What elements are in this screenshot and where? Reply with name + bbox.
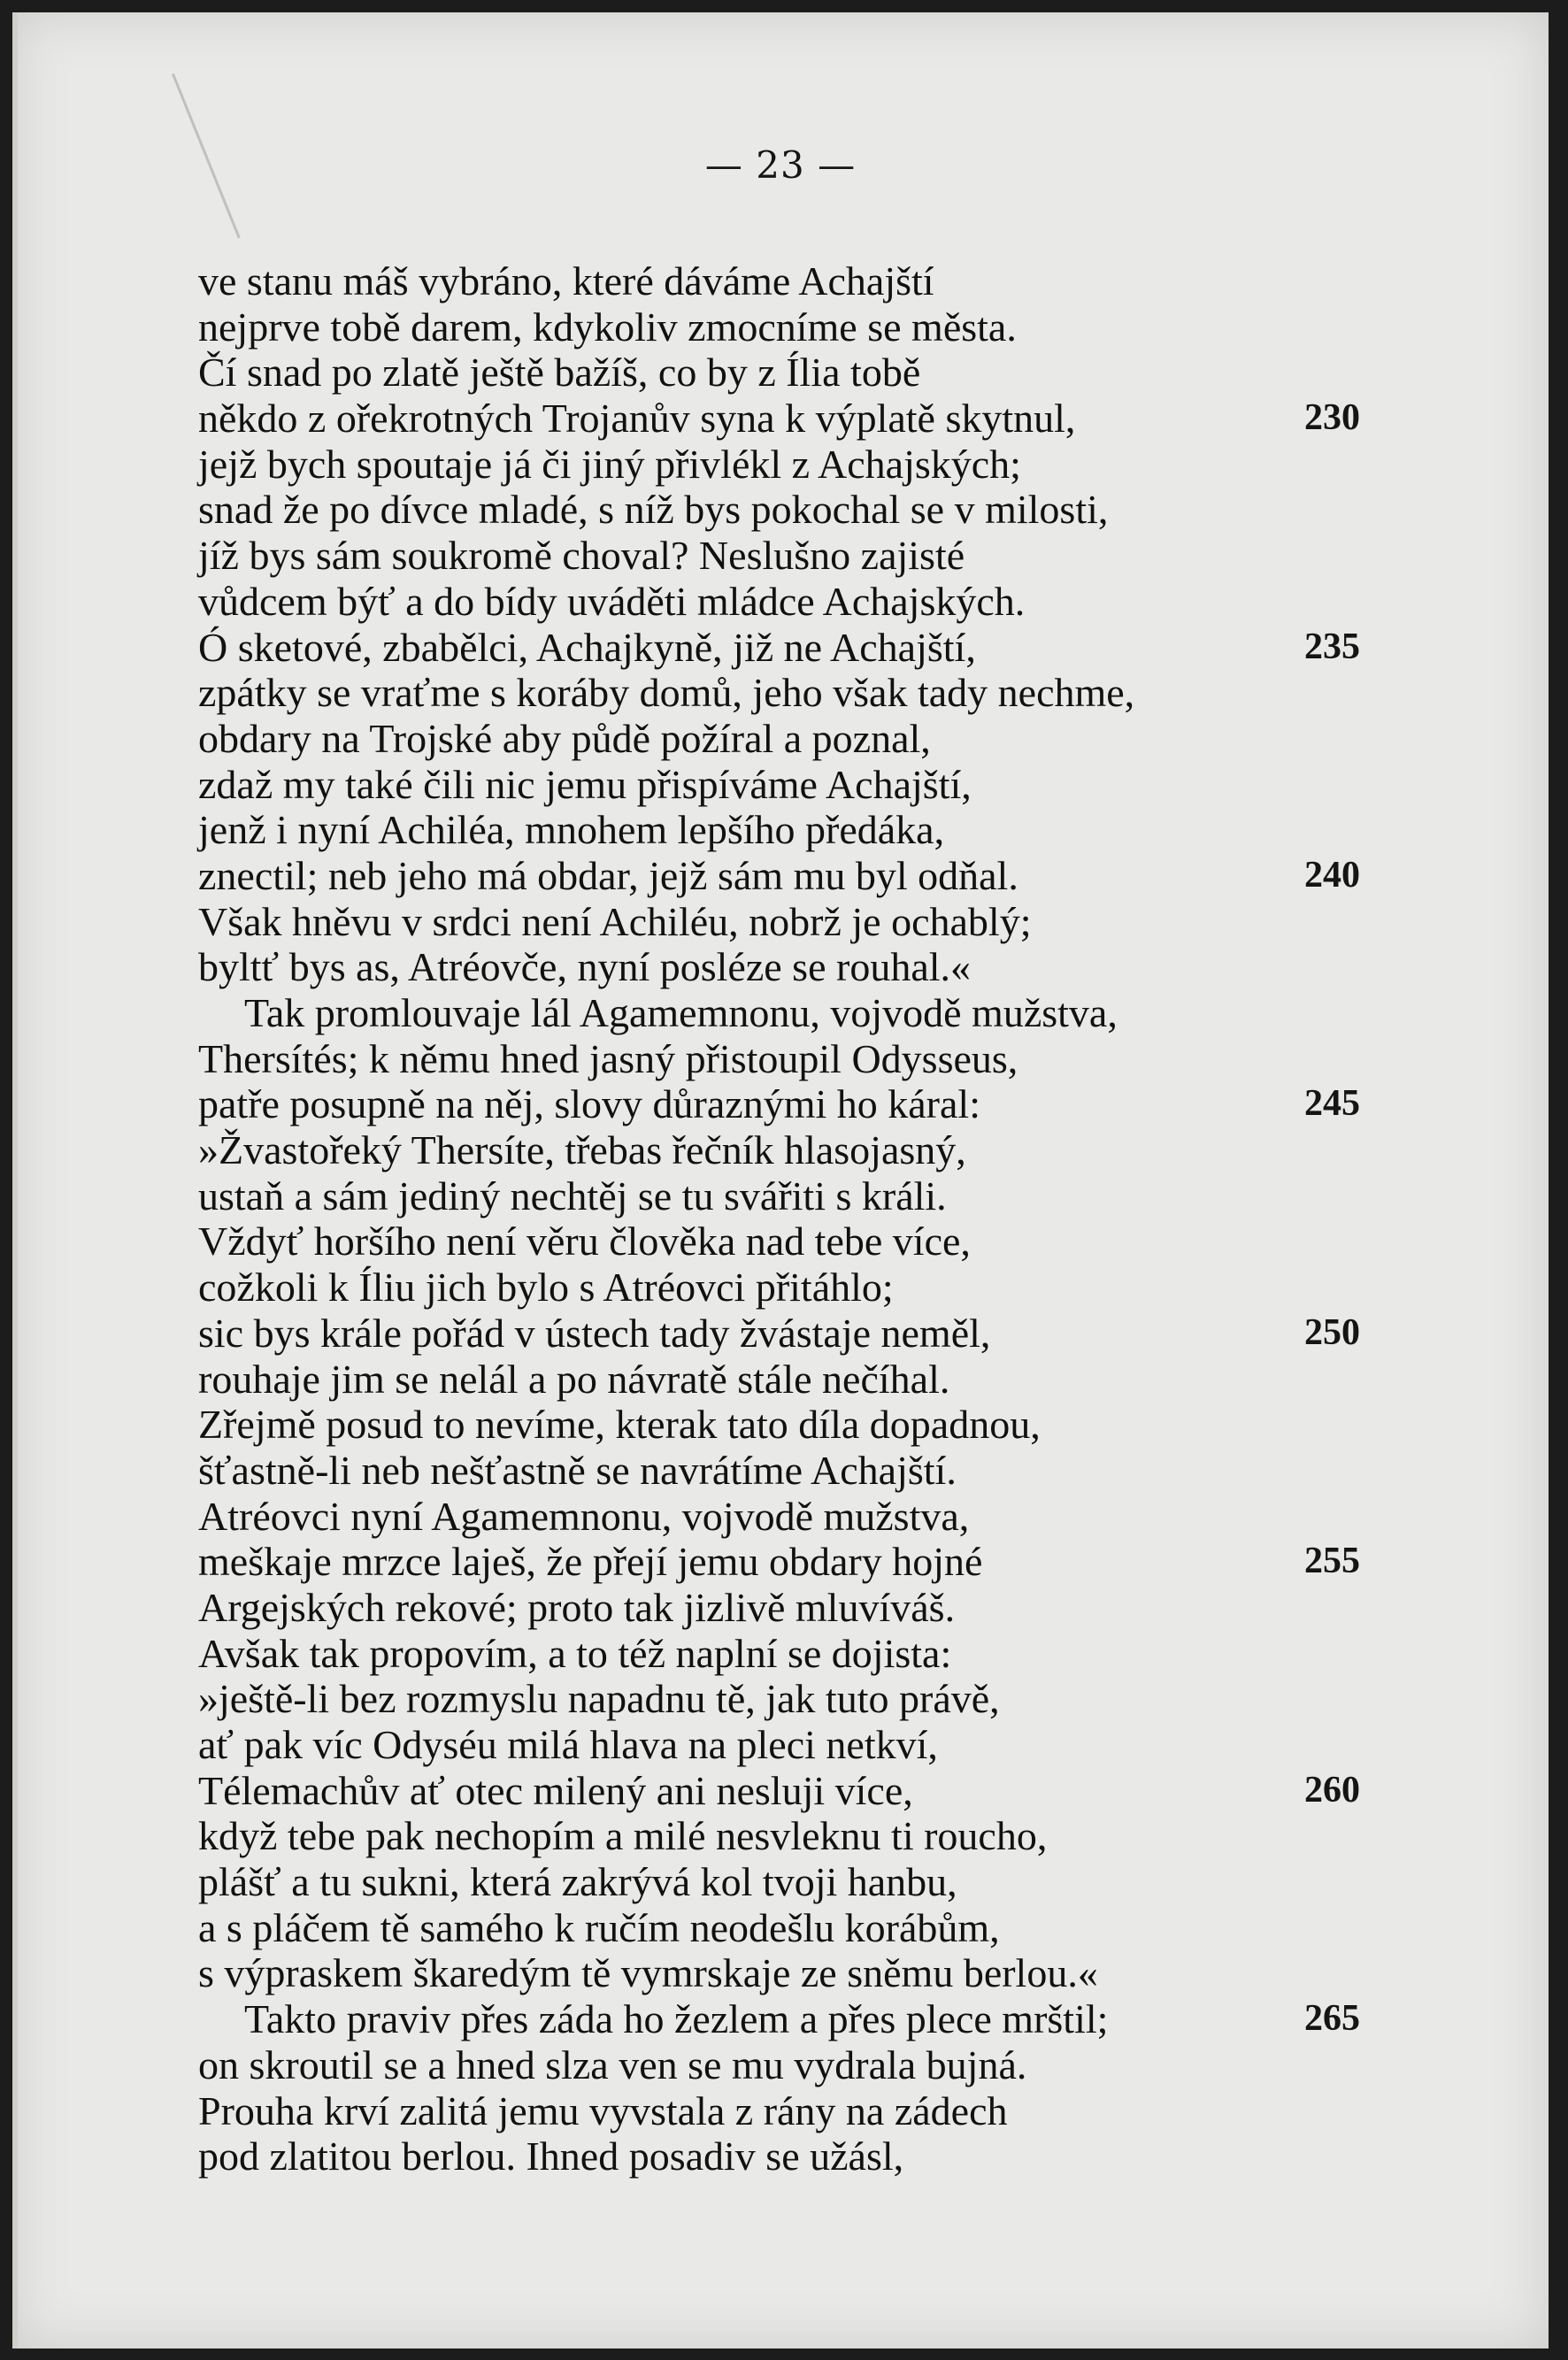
verse-number: 230: [1304, 397, 1360, 439]
verse-line: [198, 1357, 1366, 1403]
verse-line: [198, 258, 1366, 304]
verse-number: 265: [1304, 1998, 1360, 2040]
verse-text: zpátky se vraťme s koráby domů, jeho však tady nechme,: [198, 670, 1135, 716]
verse-line: [198, 1996, 1366, 2042]
verse-text: ve stanu máš vybráno, které dáváme Achajští: [198, 258, 934, 304]
verse-line: [198, 2088, 1366, 2134]
verse-line: [198, 579, 1366, 625]
verse-line: [198, 1036, 1366, 1082]
verse-text: Argejských rekové; proto tak jizlivě mluvíváš.: [198, 1584, 956, 1630]
verse-text: a s pláčem tě samého k ručím neodešlu korábům,: [198, 1904, 1000, 1950]
verse-text: šťastně-li neb nešťastně se navrátíme Achajští.: [198, 1447, 957, 1493]
verse-number: 260: [1304, 1769, 1360, 1810]
verse-text: Tak promlouvaje lál Agamemnonu, vojvodě mužstva,: [244, 990, 1118, 1035]
verse-line: [198, 1585, 1366, 1631]
verse-text: jenž i nyní Achiléa, mnohem lepšího předáka,: [198, 807, 945, 853]
verse-text: Thersítés; k němu hned jasný přistoupil Odysseus,: [198, 1035, 1018, 1081]
verse-line: [198, 533, 1366, 579]
verse-line: [198, 670, 1366, 716]
verse-text: pod zlatitou berlou. Ihned posadiv se užásl,: [198, 2133, 904, 2179]
verse-line: [198, 899, 1366, 945]
verse-line: [198, 1950, 1366, 1996]
verse-text: někdo z ořekrotných Trojanův syna k výplatě skytnul,: [198, 396, 1076, 442]
verse-text: cožkoli k Íliu jich bylo s Atréovci přitáhlo;: [198, 1265, 894, 1311]
verse-text: s výpraskem škaredým tě vymrskaje ze sněmu berlou.«: [198, 1950, 1098, 1996]
verse-line: [198, 944, 1366, 990]
verse-text: byltť bys as, Atréovče, nyní posléze se rouhal.«: [198, 944, 972, 990]
verse-line: [198, 1081, 1366, 1127]
verse-line: [198, 1127, 1366, 1173]
page-edge: [12, 12, 18, 2348]
verse-text: nejprve tobě darem, kdykoliv zmocníme se města.: [198, 304, 1017, 350]
verse-text: Atréovci nyní Agamemnonu, vojvodě mužstva,: [198, 1493, 970, 1539]
verse-text: snad že po dívce mladé, s níž bys pokochal se v milosti,: [198, 487, 1109, 533]
verse-text: Zřejmě posud to nevíme, kterak tato díla dopadnou,: [198, 1402, 1041, 1448]
verse-text: »Žvastořeký Thersíte, třebas řečník hlasojasný,: [198, 1127, 966, 1173]
verse-line: [198, 1402, 1366, 1448]
verse-text: Takto praviv přes záda ho žezlem a přes plece mrštil;: [244, 1996, 1109, 2042]
verse-text: Však hněvu v srdci není Achiléu, nobrž je ochablý;: [198, 898, 1032, 944]
verse-text: jíž bys sám soukromě choval? Neslušno zajisté: [198, 533, 965, 579]
verse-block: [198, 258, 1366, 2179]
verse-text: zdaž my také čili nic jemu přispíváme Achajští,: [198, 761, 972, 807]
verse-text: ať pak víc Odyséu milá hlava na pleci netkví,: [198, 1722, 938, 1767]
verse-number: 250: [1304, 1311, 1360, 1353]
verse-number: 240: [1304, 854, 1360, 896]
verse-text: patře posupně na něj, slovy důraznými ho káral:: [198, 1081, 980, 1127]
verse-text: »ještě-li bez rozmyslu napadnu tě, jak tuto právě,: [198, 1676, 1000, 1722]
verse-line: [198, 716, 1366, 762]
verse-line: [198, 1448, 1366, 1494]
verse-text: plášť a tu sukni, která zakrývá kol tvoji hanbu,: [198, 1859, 957, 1905]
verse-text: Ó sketové, zbabělci, Achajkyně, již ne Achajští,: [198, 624, 976, 670]
verse-line: [198, 1859, 1366, 1905]
verse-line: [198, 807, 1366, 853]
verse-line: [198, 1722, 1366, 1768]
verse-text: rouhaje jim se nelál a po návratě stále nečíhal.: [198, 1356, 950, 1402]
verse-text: ustaň a sám jediný nechtěj se tu svářiti s králi.: [198, 1172, 947, 1218]
verse-text: on skroutil se a hned slza ven se mu vydrala bujná.: [198, 2041, 1027, 2087]
verse-line: [198, 1311, 1366, 1357]
verse-number: 255: [1304, 1541, 1360, 1582]
verse-text: meškaje mrzce laješ, že přejí jemu obdary hojné: [198, 1539, 983, 1585]
page-number: — 23 —: [704, 143, 857, 187]
verse-text: obdary na Trojské aby půdě požíral a poznal,: [198, 715, 931, 761]
verse-line: [198, 304, 1366, 350]
verse-text: Vždyť horšího není věru člověka nad tebe více,: [198, 1218, 971, 1265]
verse-line: [198, 350, 1366, 396]
verse-line: [198, 1539, 1366, 1585]
verse-line: [198, 2042, 1366, 2088]
verse-text: když tebe pak nechopím a milé nesvleknu ti roucho,: [198, 1813, 1048, 1859]
verse-line: [198, 396, 1366, 442]
verse-line: [198, 990, 1366, 1036]
verse-number: 245: [1304, 1083, 1360, 1125]
verse-line: [198, 2133, 1366, 2179]
verse-line: [198, 1218, 1366, 1265]
verse-text: Avšak tak propovím, a to též naplní se dojista:: [198, 1630, 952, 1676]
verse-line: [198, 487, 1366, 533]
verse-line: [198, 442, 1366, 488]
verse-line: [198, 853, 1366, 899]
verse-line: [198, 762, 1366, 808]
verse-line: [198, 1265, 1366, 1311]
verse-line: [198, 1676, 1366, 1722]
verse-text: znectil; neb jeho má obdar, jejž sám mu byl odňal.: [198, 852, 1018, 898]
verse-line: [198, 625, 1366, 671]
verse-number: 235: [1304, 626, 1360, 667]
verse-text: sic bys krále pořád v ústech tady žvástaje neměl,: [198, 1310, 991, 1356]
verse-line: [198, 1813, 1366, 1859]
verse-text: vůdcem býť a do bídy uváděti mládce Achajských.: [198, 578, 1026, 624]
verse-line: [198, 1173, 1366, 1219]
verse-text: Télemachův ať otec milený ani nesluji více,: [198, 1767, 913, 1813]
verse-line: [198, 1905, 1366, 1951]
verse-line: [198, 1494, 1366, 1540]
verse-text: jejž bych spoutaje já či jiný přivlékl z Achajských;: [198, 441, 1021, 487]
verse-line: [198, 1631, 1366, 1677]
book-page: [12, 12, 1549, 2348]
verse-text: Prouha krví zalitá jemu vyvstala z rány na zádech: [198, 2087, 1008, 2133]
verse-text: Čí snad po zlatě ještě bažíš, co by z Ília tobě: [198, 350, 921, 396]
verse-line: [198, 1768, 1366, 1814]
